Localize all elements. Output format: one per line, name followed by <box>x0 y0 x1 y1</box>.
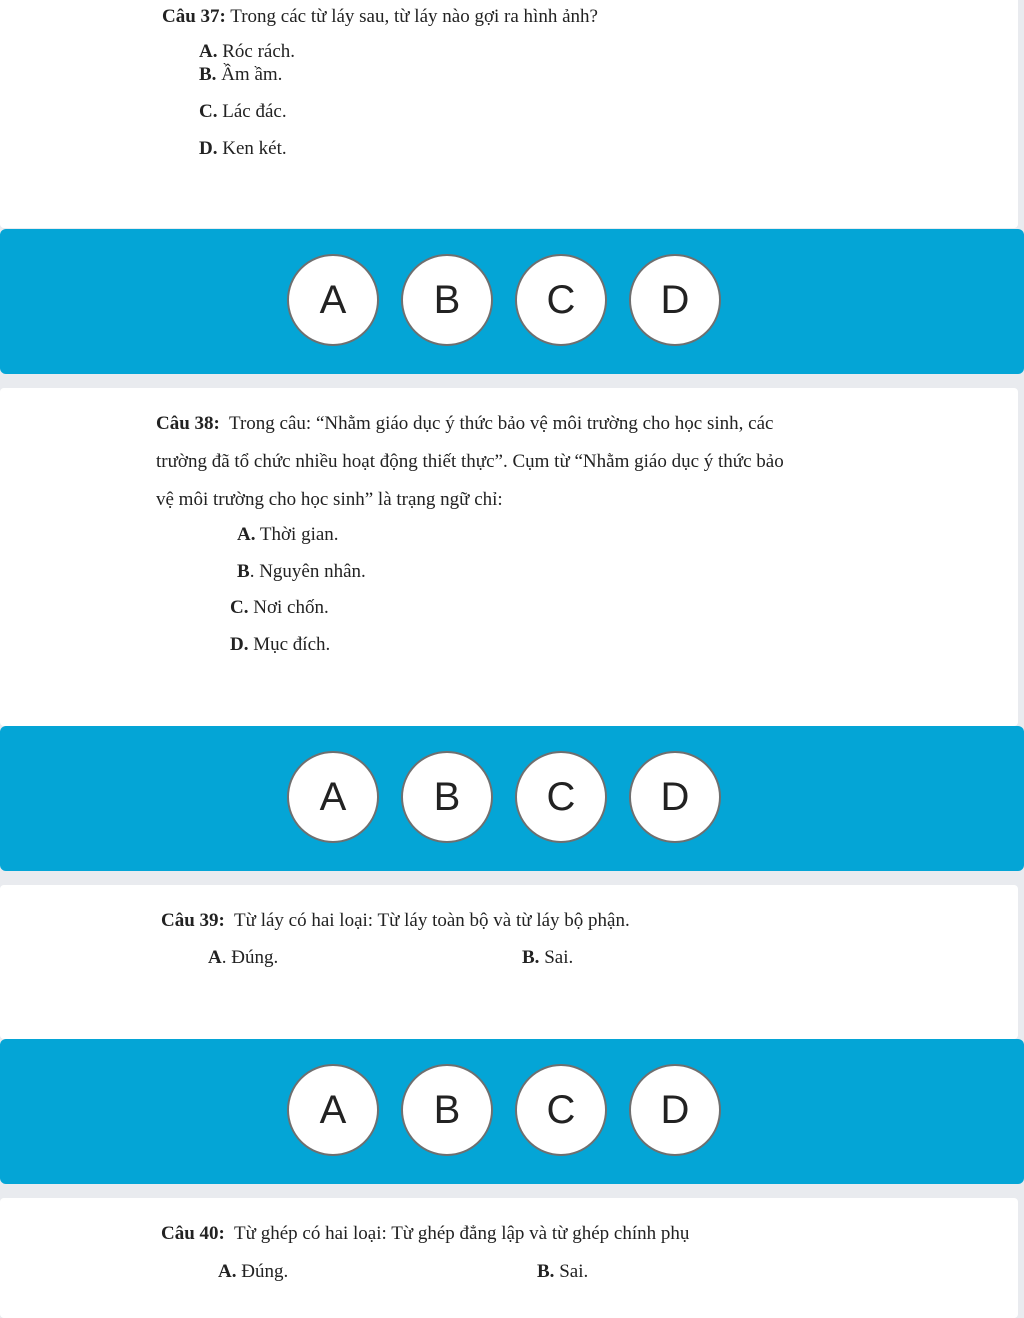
answer-band-38 <box>0 726 1024 871</box>
question-37-option-b: B. Ầm ầm. <box>199 64 283 85</box>
answer-button-b[interactable]: B <box>401 254 493 346</box>
question-39-option-b: B. Sai. <box>522 947 574 968</box>
answer-button-b[interactable]: B <box>401 1064 493 1156</box>
question-37-option-d: D. Ken két. <box>199 138 287 159</box>
answer-button-a[interactable]: A <box>287 1064 379 1156</box>
question-39-option-a: A. Đúng. <box>208 947 279 968</box>
question-37-option-c: C. Lác đác. <box>199 101 287 122</box>
question-38-option-d: D. Mục đích. <box>230 634 331 655</box>
question-38-option-b: B. Nguyên nhân. <box>237 561 366 582</box>
question-38-line-3: vệ môi trường cho học sinh” là trạng ngữ chỉ: <box>156 489 503 510</box>
question-38-label: Câu 38: <box>156 413 220 434</box>
question-37-label: Câu 37: <box>162 6 226 27</box>
question-39-prompt: Từ láy có hai loại: Từ láy toàn bộ và từ láy bộ phận. <box>234 910 630 931</box>
question-37-text <box>162 6 598 28</box>
question-37-option-a: A. Róc rách. <box>199 41 296 62</box>
question-37-card <box>0 0 1018 228</box>
question-40-text <box>161 1223 689 1245</box>
question-39-label: Câu 39: <box>161 910 225 931</box>
question-40-card <box>0 1198 1018 1318</box>
answer-button-a[interactable]: A <box>287 254 379 346</box>
question-38-option-a: A. Thời gian. <box>237 524 339 545</box>
question-37-prompt: Trong các từ láy sau, từ láy nào gợi ra hình ảnh? <box>230 6 598 27</box>
question-40-option-a: A. Đúng. <box>218 1261 289 1282</box>
answer-button-d[interactable]: D <box>629 1064 721 1156</box>
answer-button-d[interactable]: D <box>629 751 721 843</box>
question-40-prompt: Từ ghép có hai loại: Từ ghép đẳng lập và từ ghép chính phụ <box>234 1223 690 1244</box>
answer-button-a[interactable]: A <box>287 751 379 843</box>
question-38-option-c: C. Nơi chốn. <box>230 597 329 618</box>
question-38-line-2: trường đã tổ chức nhiều hoạt động thiết thực”. Cụm từ “Nhằm giáo dục ý thức bảo <box>156 451 784 472</box>
answer-button-c[interactable]: C <box>515 751 607 843</box>
answer-band-39 <box>0 1039 1024 1184</box>
answer-button-c[interactable]: C <box>515 254 607 346</box>
answer-band-37 <box>0 229 1024 374</box>
question-40-option-b: B. Sai. <box>537 1261 589 1282</box>
answer-button-c[interactable]: C <box>515 1064 607 1156</box>
question-38-card <box>0 388 1018 726</box>
question-39-text <box>161 910 630 932</box>
question-40-label: Câu 40: <box>161 1223 225 1244</box>
question-39-card <box>0 885 1018 1039</box>
answer-button-b[interactable]: B <box>401 751 493 843</box>
answer-button-d[interactable]: D <box>629 254 721 346</box>
question-38-line-1: Câu 38: Trong câu: “Nhằm giáo dục ý thức bảo vệ môi trường cho học sinh, các <box>156 413 774 434</box>
